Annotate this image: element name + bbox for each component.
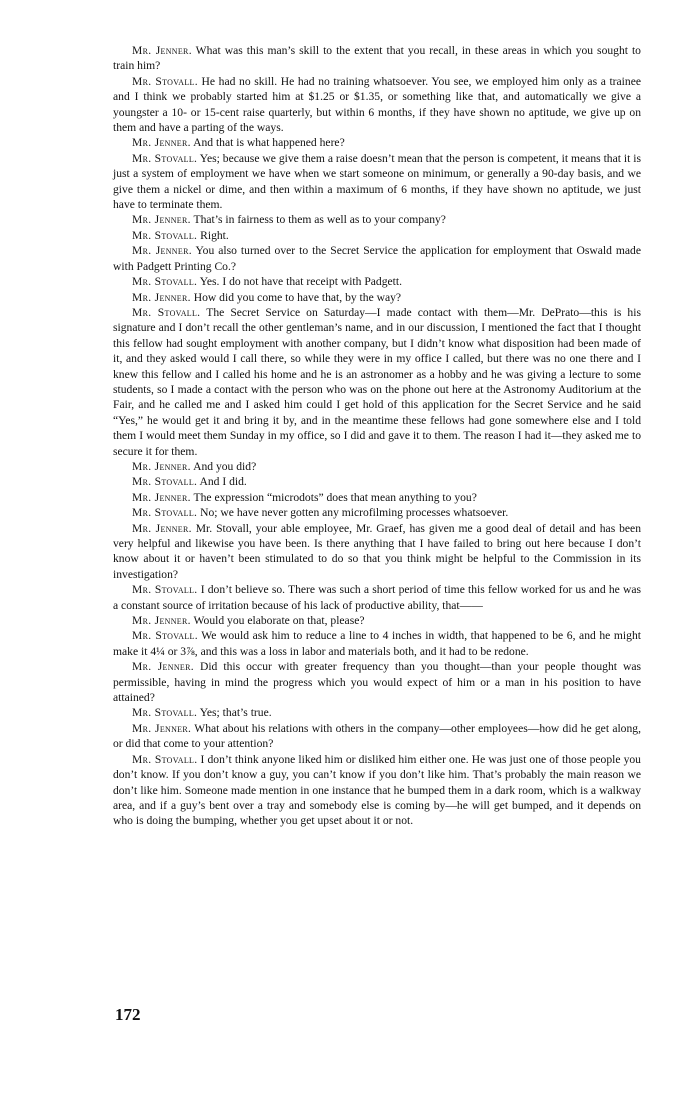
paragraph (113, 628, 641, 659)
speaker: Mr. Stovall. (132, 475, 198, 489)
utterance: That’s in fairness to them as well as to your company? (193, 213, 446, 227)
paragraph (113, 305, 641, 459)
utterance: Yes; that’s true. (199, 706, 272, 720)
paragraph (113, 659, 641, 705)
speaker: Mr. Stovall. (132, 151, 198, 165)
utterance: And you did? (193, 459, 257, 473)
speaker: Mr. Stovall. (132, 706, 198, 720)
paragraph (113, 274, 641, 289)
utterance: Did this occur with greater frequency than you thought—than your people thought was permissible, having in mind the progress which you would expect of him or a man in his position to have attained? (113, 660, 642, 705)
paragraph (113, 228, 641, 243)
paragraph (113, 582, 641, 613)
utterance: And I did. (199, 475, 247, 489)
paragraph (113, 212, 641, 227)
paragraph (113, 459, 641, 474)
speaker: Mr. Jenner. (132, 521, 192, 535)
speaker: Mr. Stovall. (132, 752, 198, 766)
speaker: Mr. Stovall. (132, 275, 198, 289)
paragraph (113, 752, 641, 829)
speaker: Mr. Jenner. (132, 244, 192, 258)
paragraph (113, 243, 641, 274)
utterance: Would you elaborate on that, please? (193, 614, 365, 628)
speaker: Mr. Jenner. (132, 614, 191, 628)
utterance: He had no skill. He had no training whatsoever. You see, we employed him only as a trainee and I think we probably started him at $1.25 or $1.35, or something like that, and automatically we give a youngster a 10- or 15-cent raise quarterly, but within 6 months, if they have shown no aptitude, we give up on them and have a parting of the ways. (113, 74, 641, 135)
speaker: Mr. Stovall. (132, 305, 201, 319)
page-number: 172 (115, 1005, 141, 1024)
paragraph (113, 135, 641, 150)
speaker: Mr. Jenner. (132, 490, 191, 504)
paragraph (113, 74, 641, 136)
utterance: What was this man’s skill to the extent that you recall, in these areas in which you sought to train him? (113, 44, 641, 73)
paragraph (113, 43, 641, 74)
utterance: No; we have never gotten any microfilming processes whatsoever. (200, 506, 509, 520)
paragraph (113, 521, 641, 583)
speaker: Mr. Stovall. (132, 583, 198, 597)
utterance: I don’t believe so. There was such a short period of time this fellow worked for us and he was a constant source of irritation because of his lack of productive ability, that—— (113, 583, 641, 612)
paragraph (113, 613, 641, 628)
utterance: Yes; because we give them a raise doesn’t mean that the person is competent, it means that it is just a system of employment we have when we start someone on minimum, or generally a 90-day basis, and we give them a nickel or dime, and then within a maximum of 6 months, if they have shown no aptitude, we just have to terminate them. (113, 151, 641, 212)
speaker: Mr. Jenner. (132, 290, 191, 304)
paragraph (113, 290, 641, 305)
utterance: You also turned over to the Secret Service the application for employment that Oswald made with Padgett Printing Co.? (113, 244, 641, 273)
utterance: Mr. Stovall, your able employee, Mr. Graef, has given me a good deal of detail and has been very helpful and likewise you have been. Is there anything that I have failed to bring out here because I don’t know about it or haven’t been stimulated to do so that you think might be helpful to the Commission in its investigation? (113, 521, 641, 581)
speaker: Mr. Jenner. (132, 136, 191, 150)
speaker: Mr. Stovall. (132, 74, 198, 88)
transcript-body (113, 43, 641, 829)
utterance: We would ask him to reduce a line to 4 inches in width, that happened to be 6, and he might make it 4¼ or 3⅞, and this was a loss in labor and materials both, and it had to be redone. (113, 629, 641, 658)
speaker: Mr. Stovall. (132, 228, 198, 242)
paragraph (113, 151, 641, 213)
speaker: Mr. Jenner. (132, 660, 194, 674)
utterance: The expression “microdots” does that mean anything to you? (193, 490, 477, 504)
utterance: How did you come to have that, by the way? (193, 290, 402, 304)
utterance: Yes. I do not have that receipt with Padgett. (199, 275, 403, 289)
paragraph (113, 705, 641, 720)
speaker: Mr. Jenner. (132, 721, 192, 735)
paragraph (113, 721, 641, 752)
utterance: The Secret Service on Saturday—I made contact with them—Mr. DePrato—this is his signature and I don’t recall the other gentleman’s name, and in our discussion, I mentioned the fact that I thought this fellow had sought employment with another company, but I didn’t know what disposition had been made of it, and they asked would I call there, so while they were in my office I called, but there was no one there and I knew this fellow and I called his home and he is an astronomer as a hobby and he was giving a lecture to some students, so I made a contact with the person who was on the phone out here at the Astronomy Auditorium at the Fair, and he called me and I asked him could I get hold of this application for the Secret Service and he said “Yes,” he would get it and bring it by, and in the meantime these fellows had gone somewhere else and I told them I would meet them Sunday in my office, so I did and gave it to them. The reason I had it—they asked me to secure it for them. (113, 305, 641, 458)
paragraph (113, 474, 641, 489)
speaker: Mr. Stovall. (132, 506, 198, 520)
speaker: Mr. Jenner. (132, 459, 191, 473)
speaker: Mr. Jenner. (132, 213, 191, 227)
utterance: What about his relations with others in the company—other employees—how did he get along, or did that come to your attention? (113, 721, 641, 751)
speaker: Mr. Stovall. (132, 629, 198, 643)
utterance: I don’t think anyone liked him or disliked him either one. He was just one of those people you don’t know. If you don’t know a guy, you can’t know if you don’t like him. That’s probably the main reason we don’t like him. Someone made mention in one instance that he bumped them in a dark room, which is a walkway area, and if a guy’s bent over a tray and somebody else is coming by—he will get bumped, and it depends on who is doing the bumping, whether you get upset about it or not. (113, 752, 641, 828)
speaker: Mr. Jenner. (132, 44, 192, 57)
utterance: And that is what happened here? (193, 136, 345, 150)
paragraph (113, 505, 641, 520)
paragraph (113, 490, 641, 505)
utterance: Right. (200, 228, 229, 242)
